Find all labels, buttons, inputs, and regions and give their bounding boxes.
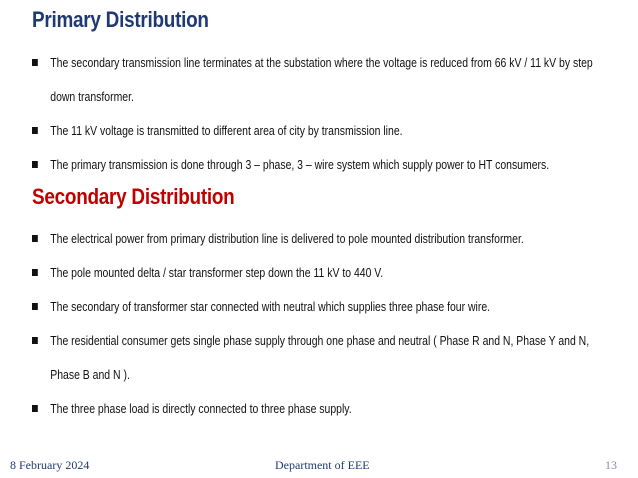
secondary-bullet-5-text: The three phase load is directly connected to three phase supply. (50, 402, 352, 416)
square-bullet-icon (32, 127, 38, 134)
square-bullet-icon (32, 405, 38, 412)
secondary-bullet-3-text: The secondary of transformer star connected with neutral which supplies three phase four wire. (50, 300, 491, 314)
square-bullet-icon (32, 161, 38, 168)
square-bullet-icon (32, 235, 38, 242)
secondary-distribution-heading: Secondary Distribution (32, 184, 235, 209)
secondary-bullet-1-text: The electrical power from primary distribution line is delivered to pole mounted distribution transformer. (50, 232, 524, 246)
primary-bullet-3 (32, 148, 596, 182)
primary-bullet-1-text: The secondary transmission line terminates at the substation where the voltage is reduced from 66 kV / 11 kV by step down transformer. (50, 56, 593, 104)
secondary-bullet-3 (32, 290, 596, 324)
secondary-bullet-4 (32, 324, 596, 392)
footer-page-number: 13 (605, 458, 617, 472)
primary-bullet-3-text: The primary transmission is done through 3 – phase, 3 – wire system which supply power to HT consumers. (50, 158, 550, 172)
primary-bullet-2-text: The 11 kV voltage is transmitted to different area of city by transmission line. (50, 124, 403, 138)
footer-date: 8 February 2024 (10, 458, 90, 472)
footer-department: Department of EEE (275, 458, 370, 472)
primary-distribution-heading: Primary Distribution (32, 7, 209, 32)
square-bullet-icon (32, 59, 38, 66)
secondary-bullet-1 (32, 222, 596, 256)
secondary-bullet-4-text: The residential consumer gets single phase supply through one phase and neutral ( Phase R and N, Phase Y and N, Phase B and N ). (50, 334, 590, 382)
square-bullet-icon (32, 269, 38, 276)
square-bullet-icon (32, 303, 38, 310)
primary-bullet-2 (32, 114, 596, 148)
secondary-bullet-5 (32, 392, 596, 426)
square-bullet-icon (32, 337, 38, 344)
secondary-bullet-2-text: The pole mounted delta / star transformer step down the 11 kV to 440 V. (50, 266, 384, 280)
secondary-bullet-2 (32, 256, 596, 290)
primary-bullet-1 (32, 46, 596, 114)
